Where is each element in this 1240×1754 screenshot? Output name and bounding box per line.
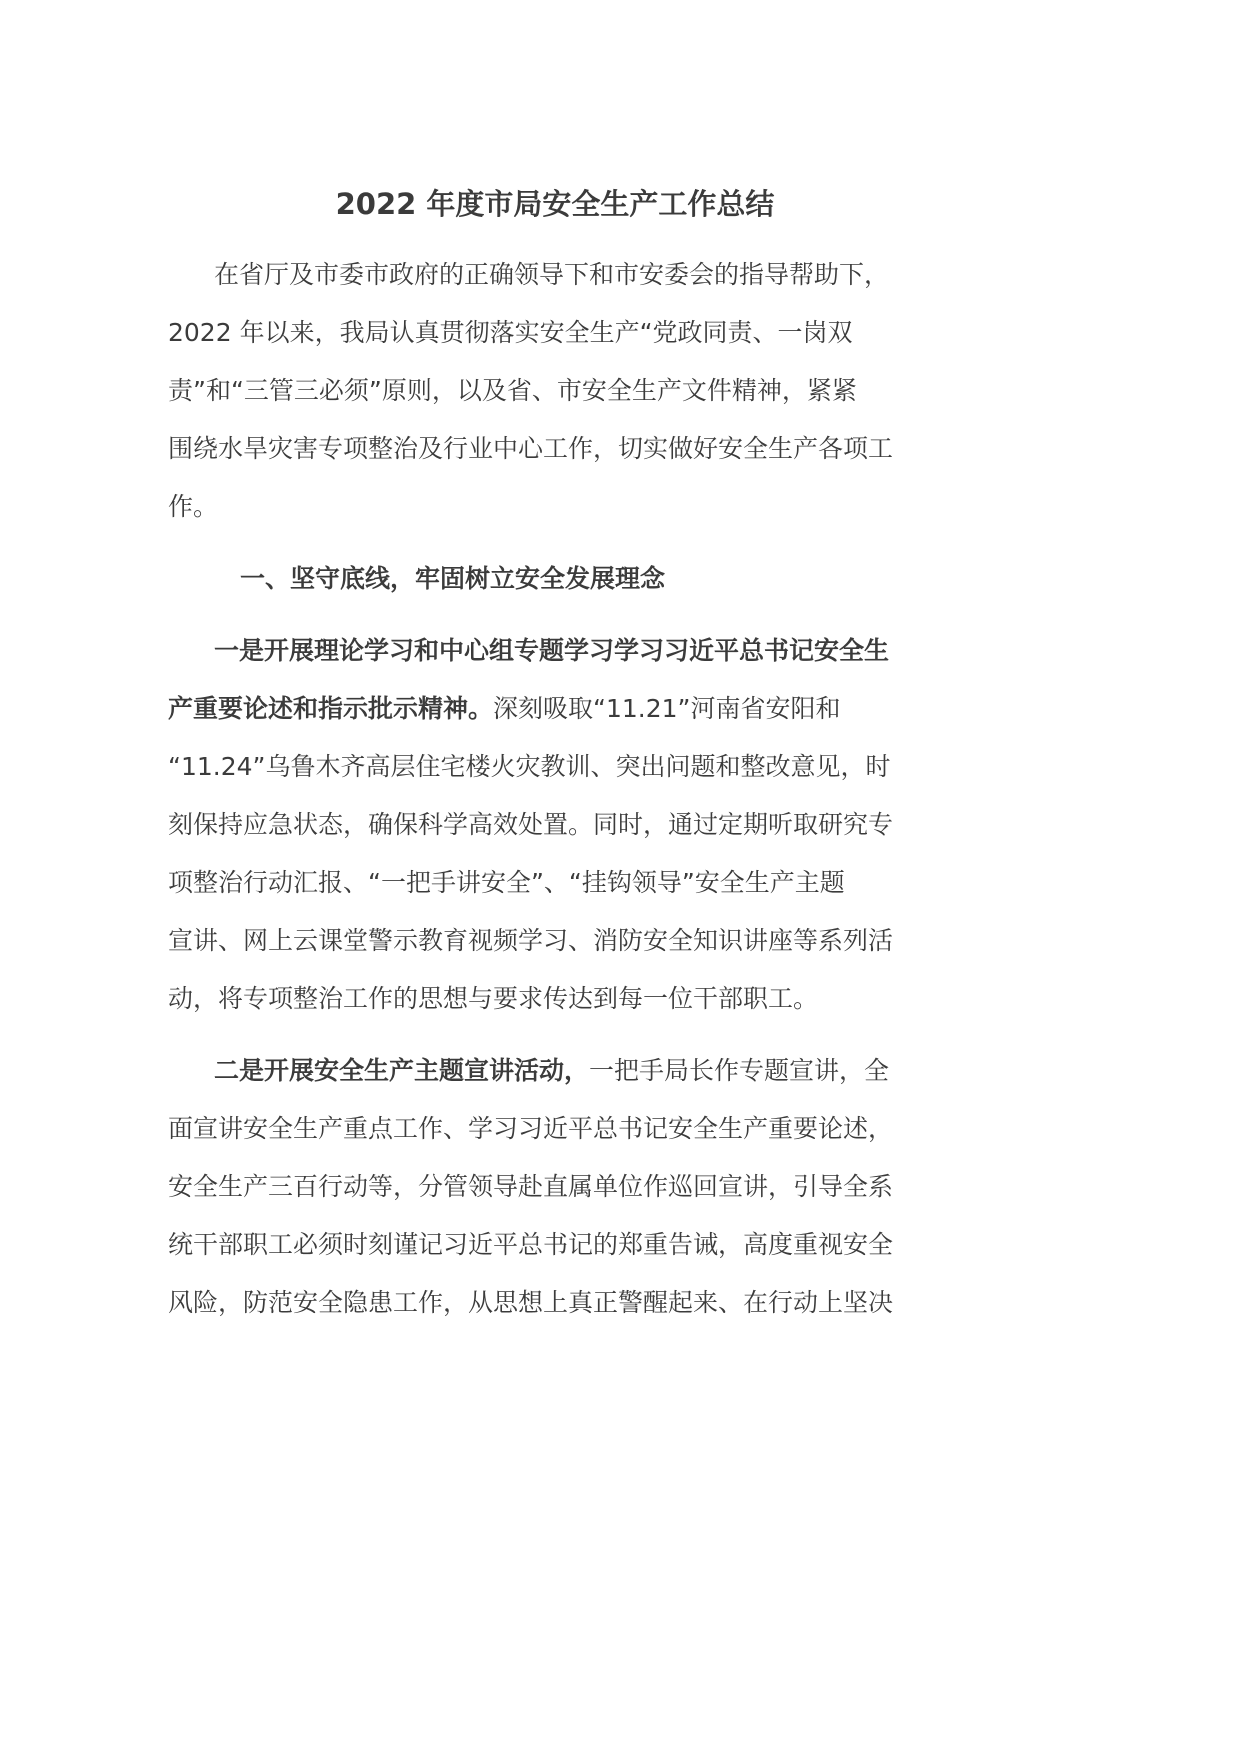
text-line bbox=[168, 680, 958, 738]
text-segment: 2022 年以来，我局认真贯彻落实安全生产“党政同责、一岗双 bbox=[168, 318, 853, 347]
document-title: 2022 年度市局安全生产工作总结 bbox=[335, 187, 775, 221]
text-line bbox=[168, 1274, 958, 1332]
text-line bbox=[168, 1100, 958, 1158]
text-line bbox=[168, 550, 958, 608]
paragraph bbox=[168, 246, 958, 536]
text-line bbox=[168, 1216, 958, 1274]
text-line bbox=[168, 1158, 958, 1216]
text-segment: 一把手局长作专题宣讲，全 bbox=[589, 1056, 890, 1085]
paragraph bbox=[168, 1042, 958, 1332]
text-segment: 面宣讲安全生产重点工作、学习习近平总书记安全生产重要论述， bbox=[168, 1114, 894, 1143]
text-segment: 项整治行动汇报、“一把手讲安全”、“挂钩领导”安全生产主题 bbox=[168, 868, 845, 897]
text-line bbox=[168, 622, 958, 680]
text-segment: 作。 bbox=[168, 492, 219, 521]
text-segment: 一、坚守底线，牢固树立安全发展理念 bbox=[240, 564, 666, 593]
text-line bbox=[168, 246, 958, 304]
text-segment: 深刻吸取“11.21”河南省安阳和 bbox=[493, 694, 841, 723]
text-segment: 统干部职工必须时刻谨记习近平总书记的郑重告诫，高度重视安全 bbox=[168, 1230, 894, 1259]
text-line bbox=[168, 1042, 958, 1100]
document-body bbox=[168, 246, 958, 1346]
paragraph bbox=[168, 622, 958, 1028]
text-line bbox=[168, 854, 958, 912]
text-segment: 围绕水旱灾害专项整治及行业中心工作，切实做好安全生产各项工 bbox=[168, 434, 894, 463]
text-segment: 宣讲、网上云课堂警示教育视频学习、消防安全知识讲座等系列活 bbox=[168, 926, 894, 955]
text-line bbox=[168, 970, 958, 1028]
text-segment: 风险，防范安全隐患工作，从思想上真正警醒起来、在行动上坚决 bbox=[168, 1288, 894, 1317]
text-line bbox=[168, 738, 958, 796]
text-line bbox=[168, 796, 958, 854]
text-line bbox=[168, 912, 958, 970]
text-line bbox=[168, 420, 958, 478]
text-line bbox=[168, 304, 958, 362]
text-segment: 刻保持应急状态，确保科学高效处置。同时，通过定期听取研究专 bbox=[168, 810, 894, 839]
bold-lead-text: 二是开展安全生产主题宣讲活动， bbox=[214, 1056, 590, 1085]
text-segment: 安全生产三百行动等，分管领导赴直属单位作巡回宣讲，引导全系 bbox=[168, 1172, 894, 1201]
section-heading bbox=[168, 550, 958, 608]
text-segment: 责”和“三管三必须”原则，以及省、市安全生产文件精神，紧紧 bbox=[168, 376, 857, 405]
text-line bbox=[168, 362, 958, 420]
text-segment: 在省厅及市委市政府的正确领导下和市安委会的指导帮助下， bbox=[214, 260, 890, 289]
text-segment: 动，将专项整治工作的思想与要求传达到每一位干部职工。 bbox=[168, 984, 819, 1013]
text-line bbox=[168, 478, 958, 536]
text-segment: “11.24”乌鲁木齐高层住宅楼火灾教训、突出问题和整改意见，时 bbox=[168, 752, 891, 781]
bold-lead-text: 一是开展理论学习和中心组专题学习学习习近平总书记安全生 bbox=[214, 636, 890, 665]
bold-lead-text: 产重要论述和指示批示精神。 bbox=[168, 694, 494, 723]
